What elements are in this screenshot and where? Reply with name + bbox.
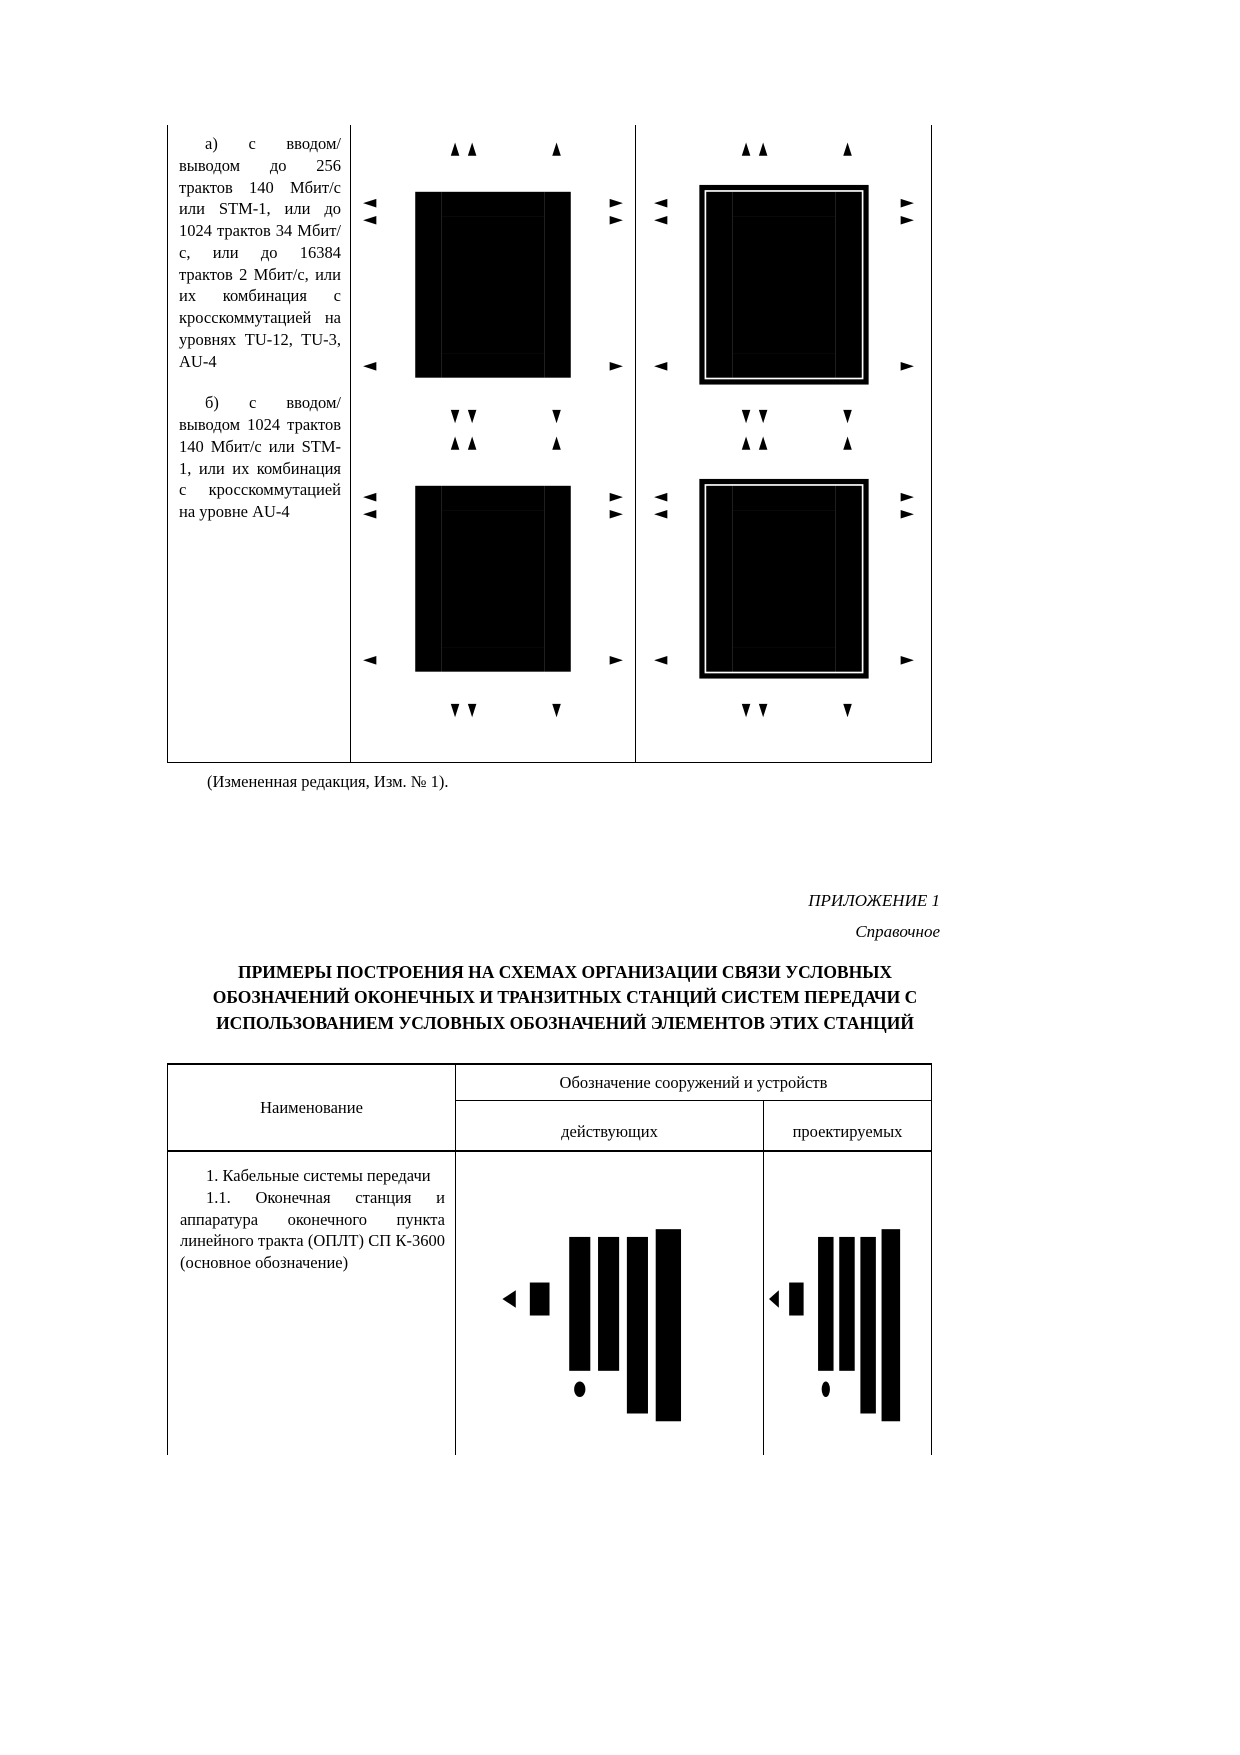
mux-center-label-line2: AU-4 [476, 329, 510, 345]
existing-diagrams-cell [351, 125, 636, 762]
symbols-table [167, 1063, 932, 1455]
column-header-projected: проектируемых [792, 1122, 903, 1141]
appendix-block [808, 886, 940, 947]
mux-diagram-a-existing [360, 133, 626, 427]
strip-label-right: E1(3,4),S1 [840, 251, 855, 319]
mux-center-label-line1: AU-4 [476, 618, 510, 634]
strip-label-left: E1(3,4),S1 [711, 251, 726, 319]
mux-center-label-line1: TU-12,3 [755, 314, 812, 330]
strip-label-top: E1(3,4),S1 [750, 197, 817, 212]
strip-label-bottom: E1(3,4),S1 [750, 359, 817, 374]
column-header-existing: действующих [456, 1101, 764, 1150]
strip-label-left: E4,S1 [711, 560, 726, 597]
amendment-note: (Измененная редакция, Изм. № 1). [207, 772, 449, 791]
line-path-label: ЛТ К-3600 [661, 1282, 674, 1368]
strip-label-top: E1(3,4),S1 [459, 197, 527, 212]
item-1-1-description: 1.1. Оконечная станция и аппаратура оконечного пункта линейного тракта (ОПЛТ) СП К-3600 (основное обозначение) [180, 1187, 445, 1273]
appendix-title: ПРИЛОЖЕНИЕ 1 [808, 891, 940, 910]
crossconnect-hash-icon: # [483, 223, 510, 268]
column-header-name: Наименование [168, 1065, 456, 1150]
strip-label-right: E1(3,4),S1 [550, 251, 565, 319]
item-b-description: б) с вводом/выводом 1024 трактов 140 Мбит/с или STM-1, или их комбинация с кросскоммутацией на уровне AU-4 [179, 393, 341, 522]
strip-label-right: E4,S1 [840, 560, 855, 597]
crossconnect-hash-icon: # [774, 223, 801, 268]
strip-label-left: E4,S1 [421, 560, 436, 597]
strip-label-bottom: E1(3,4),S1 [459, 359, 527, 374]
strip-label-right: E4,S1 [550, 560, 565, 597]
projected-diagrams-cell [636, 125, 931, 762]
mux-center-label-line1: TU-12,3 [464, 314, 522, 330]
symbols-table-row [168, 1152, 931, 1455]
strip-label-top: E4,S1 [765, 491, 802, 506]
appendix-subtitle: Справочное [855, 921, 940, 941]
mux-diagram-a-projected [651, 133, 917, 427]
strip-label-bottom: E4,S1 [474, 653, 512, 668]
crossconnect-hash-icon: # [774, 517, 801, 562]
appendix-heading: ПРИМЕРЫ ПОСТРОЕНИЯ НА СХЕМАХ ОРГАНИЗАЦИИ СВЯЗИ УСЛОВНЫХ ОБОЗНАЧЕНИЙ ОКОНЕЧНЫХ И ТРАНЗИТНЫХ СТАНЦИЙ СИСТЕМ ПЕРЕДАЧИ С ИСПОЛЬЗОВАНИЕМ УСЛОВНЫХ ОБОЗНАЧЕНИЙ ЭЛЕМЕНТОВ ЭТИХ СТАНЦИЙ [212, 962, 918, 1033]
projected-symbol-cell [764, 1152, 931, 1455]
mux-types-table [167, 125, 932, 763]
line-path-label: ЛТ К-3600 [885, 1282, 895, 1368]
mux-center-label-line1: AU-4 [766, 618, 801, 634]
oplt-k3600-symbol-projected [768, 1202, 928, 1430]
mux-descriptions-cell [168, 125, 351, 762]
item-a-description: а) с вводом/выводом до 256 трактов 140 Мбит/с или STM-1, или до 1024 трактов 34 Мбит/с, или до 16384 трактов 2 Мбит/с, или их комбинация с кросскоммутацией на уровнях TU-12, TU-3, AU-4 [179, 134, 341, 371]
mux-diagram-b-projected [651, 427, 917, 721]
strip-label-bottom: E4,S1 [765, 653, 802, 668]
strip-label-top: E4,S1 [474, 491, 512, 506]
mux-center-label-line2: AU-4 [766, 329, 801, 345]
column-header-designation-group: Обозначение сооружений и устройств [456, 1065, 931, 1101]
mux-diagram-b-existing [360, 427, 626, 721]
item-1-title: 1. Кабельные системы передачи [206, 1166, 431, 1185]
oplt-k3600-symbol-existing [501, 1202, 719, 1430]
strip-label-left: E1(3,4),S1 [421, 251, 436, 319]
crossconnect-hash-icon: # [483, 517, 510, 562]
item-description-cell [168, 1152, 456, 1455]
symbols-table-header [168, 1065, 931, 1152]
existing-symbol-cell [456, 1152, 764, 1455]
